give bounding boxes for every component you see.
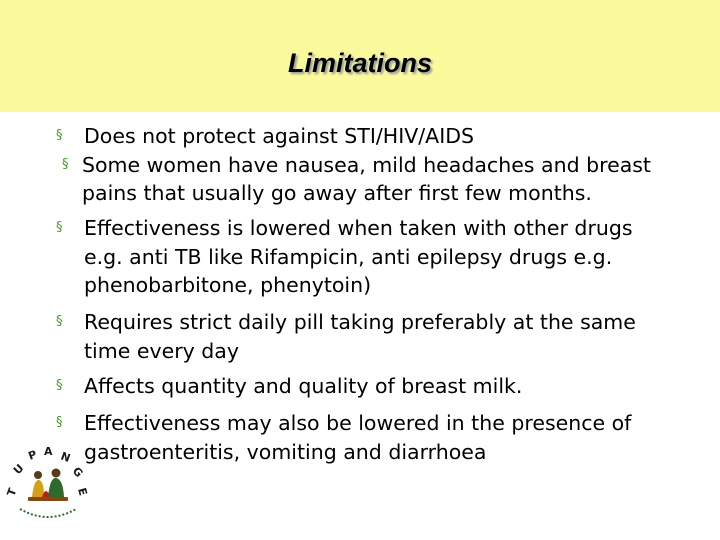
bullet-marker: § xyxy=(62,156,69,172)
bullet-marker: § xyxy=(56,314,63,329)
logo-letter: A xyxy=(44,445,53,458)
bullet-item xyxy=(62,151,682,208)
bullet-item xyxy=(56,122,676,151)
bullet-text: Affects quantity and quality of breast milk. xyxy=(84,374,523,398)
slide-title: Limitations xyxy=(287,48,432,78)
logo-letter: U xyxy=(10,461,27,478)
bullet-item xyxy=(56,409,676,466)
logo-letter: T xyxy=(4,486,20,499)
bullet-marker: § xyxy=(56,128,63,143)
bullet-text: Some women have nausea, mild headaches and breast pains that usually go away after first few months. xyxy=(82,152,651,205)
bullet-item xyxy=(56,372,676,401)
bullet-item xyxy=(56,214,676,300)
logo-letter: P xyxy=(26,447,39,463)
bullet-marker: § xyxy=(56,415,63,430)
bullet-marker: § xyxy=(56,220,63,235)
bullet-marker: § xyxy=(56,378,63,393)
logo-letter: G xyxy=(69,464,86,480)
logo-letter: E xyxy=(75,486,90,498)
bullet-list xyxy=(0,122,720,482)
bullet-text: Does not protect against STI/HIV/AIDS xyxy=(84,124,475,148)
bullet-item xyxy=(56,308,676,365)
tupange-logo xyxy=(4,445,90,525)
bullet-text: Effectiveness may also be lowered in the presence of gastroenteritis, vomiting and diarrhoea xyxy=(84,411,632,464)
bullet-text: Effectiveness is lowered when taken with other drugs e.g. anti TB like Rifampicin, anti epilepsy drugs e.g. phenobarbitone, phenytoin) xyxy=(84,216,633,297)
bullet-text: Requires strict daily pill taking preferably at the same time every day xyxy=(84,310,636,363)
logo-letter: N xyxy=(58,449,73,465)
